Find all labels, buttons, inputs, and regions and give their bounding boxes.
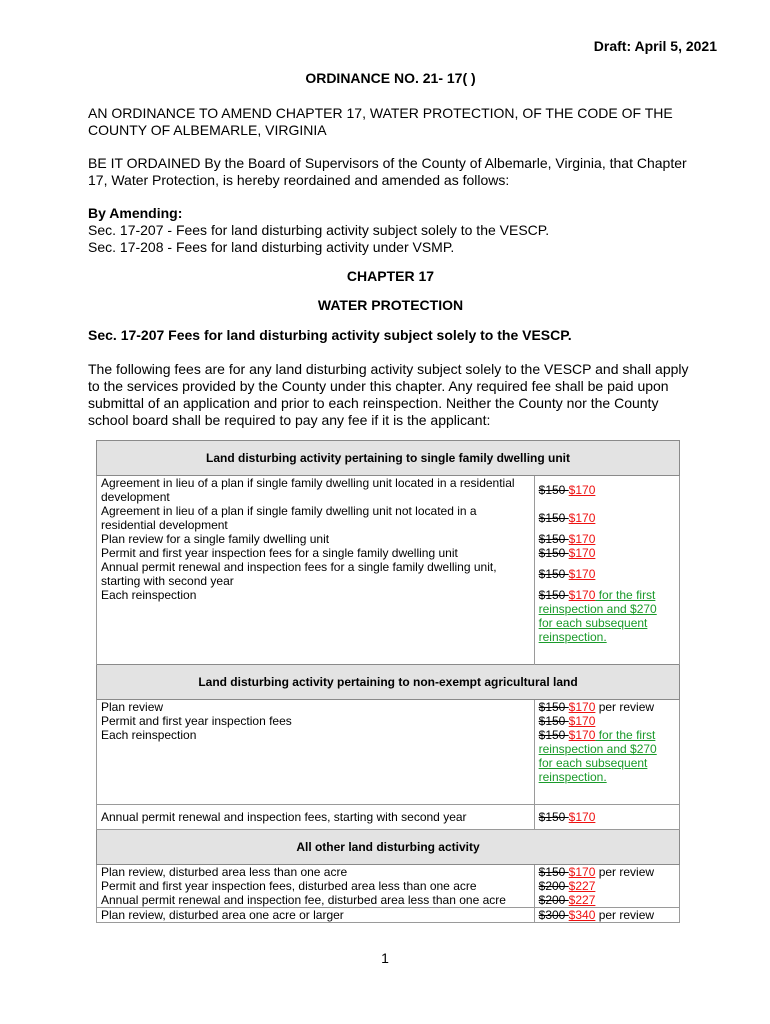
old-fee: $150 — [538, 810, 569, 824]
fee-amount — [534, 560, 679, 588]
old-fee: $150 — [538, 483, 569, 497]
old-fee: $150 — [538, 865, 569, 879]
table-row — [97, 879, 680, 893]
fee-description: Annual permit renewal and inspection fee, disturbed area less than one acre — [97, 893, 535, 908]
table-row — [97, 714, 680, 728]
table-row — [97, 504, 680, 532]
fee-description: Plan review, disturbed area one acre or larger — [97, 908, 535, 923]
old-fee: $300 — [538, 908, 569, 922]
fee-description: Each reinspection — [97, 728, 535, 805]
amending-item-208: Sec. 17-208 - Fees for land disturbing activity under VSMP. — [88, 239, 455, 255]
fee-amount — [534, 714, 679, 728]
fee-description: Agreement in lieu of a plan if single family dwelling unit located in a residential development — [97, 476, 535, 505]
table-row — [97, 865, 680, 880]
fee-description: Permit and first year inspection fees for a single family dwelling unit — [97, 546, 535, 560]
fee-amount — [534, 476, 679, 505]
fee-description: Annual permit renewal and inspection fees for a single family dwelling unit, starting with second year — [97, 560, 535, 588]
old-fee: $150 — [538, 511, 569, 525]
new-fee: $170 — [568, 483, 596, 497]
fee-suffix: per review — [595, 908, 655, 922]
fee-amount — [534, 728, 679, 805]
fee-description: Each reinspection — [97, 588, 535, 665]
old-fee: $150 — [538, 700, 569, 714]
fee-description: Permit and first year inspection fees, disturbed area less than one acre — [97, 879, 535, 893]
old-fee: $150 — [538, 567, 569, 581]
added-reinspection-text: for the first reinspection and $270 for each subsequent reinspection. — [538, 728, 657, 784]
chapter-title: WATER PROTECTION — [317, 297, 464, 313]
new-fee: $170 — [568, 588, 596, 602]
fee-amount — [534, 893, 679, 908]
table-row — [97, 908, 680, 923]
old-fee: $150 — [538, 728, 569, 742]
page-number: 1 — [381, 950, 389, 966]
new-fee: $170 — [568, 810, 596, 824]
table-row — [97, 532, 680, 546]
new-fee: $170 — [568, 567, 596, 581]
ordinance-title: AN ORDINANCE TO AMEND CHAPTER 17, WATER PROTECTION, OF THE CODE OF THE COUNTY OF ALBEMARLE, VIRGINIA — [88, 105, 673, 138]
fee-table — [96, 440, 680, 923]
section-header-single-family: Land disturbing activity pertaining to single family dwelling unit — [97, 441, 680, 476]
table-row — [97, 588, 680, 665]
fee-suffix: per review — [595, 865, 655, 879]
ordinance-number: ORDINANCE NO. 21- 17( ) — [305, 70, 476, 86]
new-fee: $170 — [568, 865, 596, 879]
chapter-number: CHAPTER 17 — [346, 268, 435, 284]
table-row — [97, 728, 680, 805]
fee-description: Permit and first year inspection fees — [97, 714, 535, 728]
new-fee: $170 — [568, 511, 596, 525]
section-header-other: All other land disturbing activity — [97, 830, 680, 865]
table-row — [97, 546, 680, 560]
old-fee: $200 — [538, 879, 569, 893]
intro-paragraph: The following fees are for any land disturbing activity subject solely to the VESCP and shall apply to the services provided by the County under this chapter. Any required fee shall be paid upon submittal of an application and prior to each reinspection. Neither the County nor the County school board shall be required to pay any fee if it is the applicant: — [88, 361, 689, 428]
fee-amount — [534, 908, 679, 923]
fee-amount — [534, 879, 679, 893]
new-fee: $227 — [568, 893, 596, 907]
fee-description: Plan review — [97, 700, 535, 715]
table-row — [97, 893, 680, 908]
new-fee: $170 — [568, 532, 596, 546]
fee-amount — [534, 588, 679, 665]
new-fee: $227 — [568, 879, 596, 893]
fee-amount — [534, 546, 679, 560]
ordained-paragraph: BE IT ORDAINED By the Board of Supervisors of the County of Albemarle, Virginia, that Chapter 17, Water Protection, is hereby reordained and amended as follows: — [88, 155, 687, 188]
old-fee: $200 — [538, 893, 569, 907]
fee-amount — [534, 532, 679, 546]
table-row — [97, 476, 680, 505]
table-row — [97, 560, 680, 588]
table-row — [97, 700, 680, 715]
amending-block — [88, 205, 693, 256]
fee-description: Plan review for a single family dwelling unit — [97, 532, 535, 546]
new-fee: $170 — [568, 700, 596, 714]
fee-description: Agreement in lieu of a plan if single family dwelling unit not located in a residential development — [97, 504, 535, 532]
new-fee: $170 — [568, 546, 596, 560]
section-header-agricultural: Land disturbing activity pertaining to non-exempt agricultural land — [97, 665, 680, 700]
fee-suffix: per review — [595, 700, 655, 714]
fee-description: Plan review, disturbed area less than one acre — [97, 865, 535, 880]
draft-date: Draft: April 5, 2021 — [593, 38, 717, 54]
amending-item-207: Sec. 17-207 - Fees for land disturbing activity subject solely to the VESCP. — [88, 222, 550, 238]
old-fee: $150 — [538, 532, 569, 546]
section-heading: Sec. 17-207 Fees for land disturbing activity subject solely to the VESCP. — [88, 327, 572, 343]
fee-amount — [534, 700, 679, 715]
table-row — [97, 805, 680, 830]
old-fee: $150 — [538, 714, 569, 728]
old-fee: $150 — [538, 588, 569, 602]
fee-amount — [534, 865, 679, 880]
new-fee: $170 — [568, 728, 596, 742]
fee-amount — [534, 504, 679, 532]
fee-amount — [534, 805, 679, 830]
new-fee: $340 — [568, 908, 596, 922]
amending-label: By Amending: — [88, 205, 183, 221]
old-fee: $150 — [538, 546, 569, 560]
new-fee: $170 — [568, 714, 596, 728]
fee-description: Annual permit renewal and inspection fees, starting with second year — [97, 805, 535, 830]
added-reinspection-text: for the first reinspection and $270 for each subsequent reinspection. — [538, 588, 657, 644]
